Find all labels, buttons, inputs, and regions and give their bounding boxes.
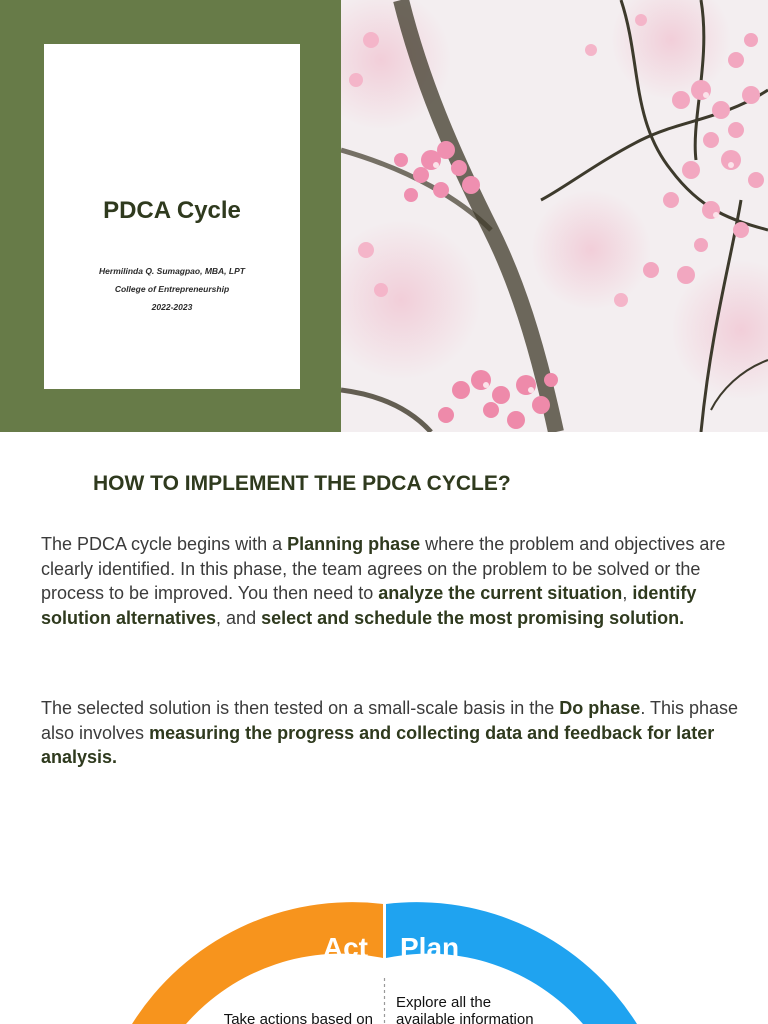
paragraph-do-phase [41, 696, 741, 770]
p1-text-2: where the problem and objectives are clearly identified. In this phase, the team agrees on the problem to be solved or the process to be improved. You then need to [41, 534, 726, 603]
cherry-blossom-photo [341, 0, 768, 432]
p2-bold-measuring: measuring the progress and collecting data and feedback for later analysis. [41, 722, 715, 767]
cover-year: 2022-2023 [151, 302, 193, 312]
cover-card [44, 44, 300, 389]
p1-bold-select: select and schedule the most promising solution. [261, 607, 685, 628]
section-heading: HOW TO IMPLEMENT THE PDCA CYCLE? [93, 472, 511, 495]
p1-bold-identify: identify solution alternatives [41, 583, 697, 628]
act-description: Take actions based on [223, 1011, 373, 1024]
cover-band [0, 0, 768, 432]
cover-author: Hermilinda Q. Sumagpao, MBA, LPT [99, 266, 245, 276]
plan-description-line-1: Explore all the [396, 994, 492, 1011]
p1-text-1: The PDCA cycle begins with a [41, 534, 288, 554]
p1-bold-analyze: analyze the current situation [378, 583, 623, 603]
p2-bold-do-phase: Do phase [559, 698, 641, 718]
cover-title: PDCA Cycle [103, 197, 241, 224]
plan-label: Plan [400, 932, 460, 963]
p2-text-2: . This phase also involves [41, 698, 739, 743]
p1-text-4: , and [216, 607, 262, 628]
pdca-diagram [0, 890, 768, 1024]
p1-text-3: , [622, 583, 633, 603]
act-segment [132, 902, 383, 1024]
p2-text-1: The selected solution is then tested on a small-scale basis in the [41, 698, 560, 718]
cover-college: College of Entrepreneurship [114, 284, 230, 294]
p1-bold-planning-phase: Planning phase [287, 534, 421, 554]
paragraph-planning [41, 532, 741, 630]
cover-green-panel [0, 0, 341, 432]
plan-description-line-2: available information [396, 1011, 534, 1024]
act-label: Act [322, 932, 368, 963]
